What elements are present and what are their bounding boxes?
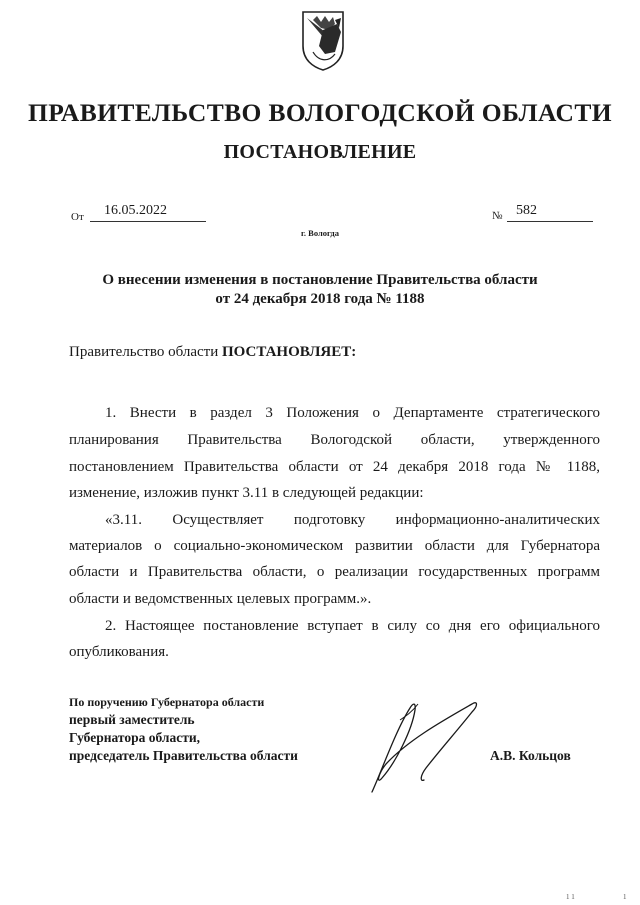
footer-mark-right: 1	[623, 893, 627, 901]
city: г. Вологда	[301, 228, 339, 238]
signature-line-2: первый заместитель	[69, 712, 195, 727]
date-label: От	[71, 211, 84, 223]
date-value: 16.05.2022	[104, 203, 167, 218]
quote-line-2: материалов о социально-экономическом развитии области для Губернатора	[69, 538, 600, 554]
footer-mark-left: 1 1	[566, 893, 575, 901]
handwritten-signature-icon	[360, 690, 490, 800]
paragraph-2-line-2: опубликования.	[69, 644, 169, 660]
quote-line-4: области и ведомственных целевых программ.».	[69, 591, 372, 607]
number-label: №	[492, 210, 503, 222]
government-title: ПРАВИТЕЛЬСТВО ВОЛОГОДСКОЙ ОБЛАСТИ	[27, 98, 613, 127]
signature-line-3: Губернатора области,	[69, 730, 200, 745]
paragraph-1-line-2: планирования Правительства Вологодской области, утвержденного	[69, 432, 600, 448]
paragraph-1-line-1: 1. Внести в раздел 3 Положения о Департаменте стратегического	[105, 405, 600, 421]
number-field	[507, 205, 593, 222]
paragraph-2-line-1: 2. Настоящее постановление вступает в силу со дня его официального	[105, 618, 600, 634]
paragraph-1-line-4: изменение, изложив пункт 3.11 в следующей редакции:	[69, 485, 424, 501]
resolution-title-line-2: от 24 декабря 2018 года № 1188	[215, 291, 425, 307]
signature-line-1: По поручению Губернатора области	[69, 695, 265, 709]
preamble-text: Правительство области	[69, 344, 222, 360]
preamble	[69, 344, 356, 361]
quote-line-3: области и Правительства области, о реализации государственных программ	[69, 564, 600, 580]
resolution-title-line-1: О внесении изменения в постановление Правительства области	[102, 272, 538, 288]
quote-line-1: «3.11. Осуществляет подготовку информационно-аналитических	[105, 512, 600, 528]
preamble-decree-word: ПОСТАНОВЛЯЕТ:	[221, 344, 357, 360]
document-type: ПОСТАНОВЛЕНИЕ	[223, 141, 417, 163]
signature-line-4: председатель Правительства области	[69, 748, 298, 763]
paragraph-1-line-3: постановлением Правительства области от 24 декабря 2018 года № 1188,	[69, 459, 600, 475]
number-value: 582	[516, 203, 537, 218]
date-field	[90, 205, 206, 222]
signatory-name: А.В. Кольцов	[490, 748, 571, 763]
coat-of-arms-icon	[299, 8, 347, 72]
